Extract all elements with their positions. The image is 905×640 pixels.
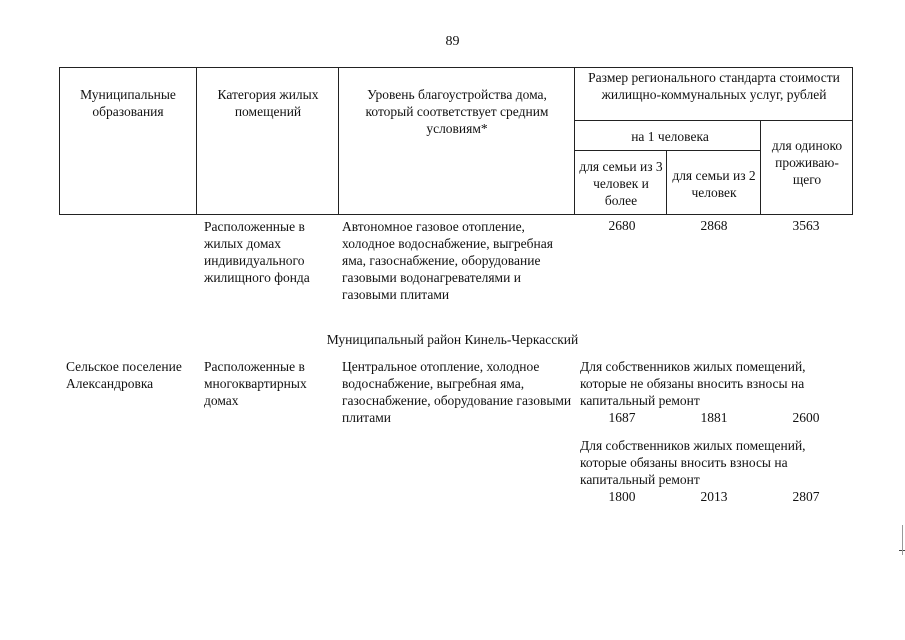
table-top-border [59, 67, 853, 68]
district-title: Муниципальный район Кинель-Черкасский [326, 332, 579, 347]
size-subheader-line [574, 120, 853, 121]
row2-group2-text: Для собственников жилых помещений, которые обязаны вносить взносы на капитальный ремонт [580, 438, 806, 487]
row2-municipal: Сельское поселение Александровка [66, 359, 182, 391]
row2-group2-value-single: 2807 [792, 489, 820, 504]
row2-group1-text: Для собственников жилых помещений, которые не обязаны вносить взносы на капитальный ремонт [580, 359, 806, 408]
col-line-0 [59, 67, 60, 215]
row2-group2-value-family2: 2013 [700, 489, 728, 504]
header-category: Категория жилых помещений [217, 87, 319, 119]
row2-category: Расположенные в многоквартирных домах [204, 359, 307, 408]
per-person-line [574, 150, 760, 151]
header-municipal: Муниципальные образования [80, 87, 176, 119]
row1-value-family2: 2868 [700, 218, 728, 233]
col-line-3 [574, 67, 575, 215]
scan-mark [902, 525, 903, 555]
row2-group1-value-family2: 1881 [700, 410, 728, 425]
col-line-1 [196, 67, 197, 215]
row1-value-family3: 2680 [608, 218, 636, 233]
header-per-person: на 1 человека [631, 129, 709, 144]
table-header-bottom-border [59, 214, 853, 215]
row1-category: Расположенные в жилых домах индивидуального жилищного фонда [204, 219, 310, 285]
header-single: для одиноко проживаю-щего [771, 138, 843, 187]
page-number: 89 [445, 34, 460, 49]
header-size: Размер регионального стандарта стоимости жилищно-коммунальных услуг, рублей [588, 70, 840, 102]
col-line-2 [338, 67, 339, 215]
col-line-6 [852, 67, 853, 215]
row1-value-single: 3563 [792, 218, 820, 233]
row1-level: Автономное газовое отопление, холодное водоснабжение, выгребная яма, газоснабжение, оборудование газовыми водонагревателями и газовыми плитами [342, 219, 553, 302]
header-family3: для семьи из 3 человек и более [579, 159, 663, 208]
col-line-4 [666, 150, 667, 215]
row2-level: Центральное отопление, холодное водоснабжение, выгребная яма, газоснабжение, оборудование газовыми плитами [342, 359, 572, 425]
header-level: Уровень благоустройства дома, который соответствует средним условиям* [365, 87, 549, 136]
row2-group1-value-family3: 1687 [608, 410, 636, 425]
row2-group1-value-single: 2600 [792, 410, 820, 425]
header-family2: для семьи из 2 человек [672, 168, 756, 200]
row2-group2-value-family3: 1800 [608, 489, 636, 504]
